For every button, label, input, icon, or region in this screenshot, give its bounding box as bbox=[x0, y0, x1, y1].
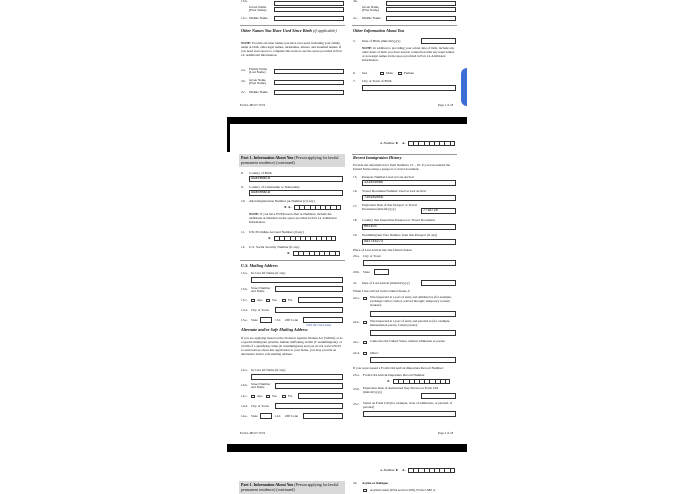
mailing-street-field[interactable] bbox=[275, 286, 343, 292]
row-11-num: 11. bbox=[241, 230, 246, 234]
a-number-prefix: A- bbox=[402, 468, 406, 472]
safe-mailing-heading: Alternate and/or Safe Mailing Address bbox=[241, 327, 308, 332]
row-14b-label: Street Number and Name bbox=[251, 382, 271, 390]
row-14c-num: 14.c. bbox=[241, 394, 248, 398]
row-20b-num: 20.b. bbox=[353, 270, 360, 274]
citizenship-field[interactable]: Guatemala bbox=[249, 190, 343, 196]
row-22d-label: Other: bbox=[370, 351, 379, 355]
admitted-as-field[interactable] bbox=[370, 311, 456, 317]
a-number-cells[interactable] bbox=[408, 468, 455, 473]
row-13f-label: ZIP Code bbox=[285, 318, 298, 322]
row-22c-num: 22.c. bbox=[353, 340, 360, 344]
no-admission-checkbox[interactable] bbox=[363, 341, 367, 345]
row-13d-label: City or Town bbox=[251, 308, 269, 312]
page-2-footer-form: Form I-485 07/15/19 bbox=[240, 431, 266, 435]
row-22d-num: 22.d. bbox=[353, 351, 360, 355]
row-14e-label: State bbox=[251, 414, 258, 418]
other-entry-field[interactable] bbox=[370, 357, 456, 363]
row-14a-label: In Care Of Name (if any) bbox=[251, 368, 286, 372]
a-number-prefix: A- bbox=[402, 141, 406, 145]
mailing-state-select[interactable] bbox=[260, 317, 272, 323]
row-15-label: Passport Number Used at Last Arrival bbox=[362, 175, 414, 179]
ste-checkbox[interactable] bbox=[266, 299, 270, 303]
row-23c-num: 23.c. bbox=[353, 402, 360, 406]
row-13b-num: 13.b. bbox=[241, 0, 248, 3]
safe-apt-label: Apt. bbox=[257, 394, 263, 398]
row-23a-arrow: ► bbox=[387, 379, 391, 383]
row-20a-label: City or Town bbox=[363, 254, 381, 258]
mailing-unit-field[interactable] bbox=[298, 297, 343, 303]
row-22b-label: Was inspected at a port of entry and paroled as (for example, humanitarian parole, Cuban parole): bbox=[370, 319, 451, 327]
row-2a-num: 2.a. bbox=[241, 68, 246, 72]
page-break-bar bbox=[227, 117, 467, 124]
part1-title: Part 1. Information About You (Person applying for lawful permanent residence) (continued) bbox=[241, 155, 339, 165]
mailing-care-of-field[interactable] bbox=[251, 277, 343, 283]
row-4c-label: Middle Name bbox=[362, 16, 381, 20]
dob-note: NOTE: In addition to providing your actual date of birth, include any other dates of birth you have used in connection with any legal names or non-legal names in the space provided in Part 14. Additional Information. bbox=[362, 46, 455, 62]
row-10-label: Alien Registration Number (A-Number) (if any) bbox=[249, 199, 315, 203]
mailing-heading: U.S. Mailing Address bbox=[241, 263, 278, 268]
row-11-arrow: ► bbox=[268, 236, 272, 240]
when-arrived-label: When I last arrived in the United States, I: bbox=[353, 289, 411, 293]
travel-document-field[interactable]: 730189858 bbox=[362, 195, 456, 201]
row-19-num: 19. bbox=[353, 233, 358, 237]
row-19-label: Nonimmigrant Visa Number from this Passport (if any) bbox=[362, 233, 438, 237]
passport-expiration-field[interactable]: 7/18/28 bbox=[421, 208, 456, 214]
row-10-num: 10. bbox=[241, 199, 246, 203]
row-9-num: 9. bbox=[241, 185, 244, 189]
row-11-label: USCIS Online Account Number (if any) bbox=[249, 230, 304, 234]
safe-flr-checkbox[interactable] bbox=[282, 395, 286, 399]
sex-male-label: Male bbox=[386, 71, 393, 75]
paroled-as-field[interactable] bbox=[370, 330, 456, 336]
row-2c-label: Middle Name bbox=[249, 90, 268, 94]
given-name-field-2[interactable] bbox=[274, 7, 344, 12]
given-name-field-right[interactable] bbox=[386, 1, 456, 6]
admitted-checkbox[interactable] bbox=[363, 297, 367, 301]
row-14a-num: 14.a. bbox=[241, 368, 248, 372]
page-2-footer-page: Page 2 of 18 bbox=[438, 431, 454, 435]
i94-number-cells[interactable] bbox=[393, 379, 450, 384]
row-14d-label: City or Town bbox=[251, 404, 269, 408]
row-13e-label: State bbox=[251, 318, 258, 322]
safe-mailing-text: If you are applying based on the Violence Against Women Act (VAWA) or as a special immigrant juvenile, human trafficking victim (T nonimmigrant), or victim of a qualifying crime (U nonimmigrant) and you do not want USCIS to send notices about this application to your home, you may provide an alternative and/or safe mailing address. bbox=[241, 336, 343, 356]
alien-number-cells[interactable] bbox=[294, 205, 341, 210]
other-info-heading: Other Information About You bbox=[353, 28, 405, 33]
paroled-checkbox[interactable] bbox=[363, 321, 367, 325]
arrival-date-field[interactable] bbox=[421, 280, 456, 286]
apt-checkbox[interactable] bbox=[251, 299, 255, 303]
arrival-city-field[interactable] bbox=[363, 260, 456, 266]
row-6-num: 6. bbox=[353, 71, 356, 75]
given-name-field-right-2[interactable] bbox=[386, 7, 456, 12]
safe-ste-checkbox[interactable] bbox=[266, 395, 270, 399]
row-13b-label: Street Number and Name bbox=[251, 286, 271, 294]
row-14f-num: 14.f. bbox=[275, 414, 282, 418]
arrival-state-select[interactable] bbox=[374, 269, 389, 275]
ssn-cells[interactable] bbox=[293, 251, 340, 256]
sex-male-checkbox[interactable] bbox=[380, 72, 384, 76]
row-13b-label: Given Name (First Name) bbox=[249, 5, 267, 13]
sex-female-checkbox[interactable] bbox=[398, 72, 402, 76]
safe-street-field[interactable] bbox=[275, 383, 343, 389]
other-given-name-field[interactable] bbox=[274, 80, 344, 85]
row-13a-label: In Care Of Name (if any) bbox=[251, 271, 286, 275]
mailing-city-field[interactable] bbox=[275, 307, 343, 313]
safe-flr-label: Flr. bbox=[288, 394, 293, 398]
row-21-label: Date of Last Arrival (mm/dd/yyyy) bbox=[362, 281, 410, 285]
a-number-label: A-Number ► bbox=[380, 141, 399, 145]
page-1-footer-page: Page 1 of 18 bbox=[438, 103, 454, 107]
safe-care-of-field[interactable] bbox=[251, 374, 343, 380]
row-13c-num: 13.c. bbox=[241, 298, 248, 302]
row-22b-num: 22.b. bbox=[353, 320, 360, 324]
row-22c-label: Came into the United States without admission or parole. bbox=[370, 339, 446, 343]
safe-unit-field[interactable] bbox=[298, 393, 343, 399]
row-15-num: 15. bbox=[353, 175, 358, 179]
row-2c-num: 2.c. bbox=[241, 90, 246, 94]
i94-intro: If you were issued a Form I-94 Arrival-Departure Record Number: bbox=[353, 366, 444, 370]
divider bbox=[240, 260, 345, 261]
row-12-num: 12. bbox=[241, 245, 246, 249]
row-10-note: NOTE: If you have EVER used other A-Numbers, include the additional A-Numbers in the space provided in Part 14. Additional Information. bbox=[249, 212, 337, 224]
row-13c-num: 13.c. bbox=[241, 16, 248, 20]
row-23c-label: Status on Form I-94 (for example, class of admission, or paroled, if paroled) bbox=[363, 401, 452, 409]
flr-label: Flr. bbox=[288, 298, 293, 302]
flr-checkbox[interactable] bbox=[282, 299, 286, 303]
row-13a-num: 13.a. bbox=[241, 271, 248, 275]
row-12-label: U.S. Social Security Number (if any) bbox=[249, 245, 300, 249]
city-of-birth-field[interactable] bbox=[362, 85, 456, 91]
safe-ste-label: Ste. bbox=[272, 394, 278, 398]
date-of-birth-field[interactable] bbox=[421, 38, 456, 44]
row-24-label: Asylee or Refugee bbox=[362, 481, 388, 485]
mailing-zip-field[interactable] bbox=[303, 317, 343, 323]
row-16-label: Travel Document Number Used at Last Arrival bbox=[362, 189, 426, 193]
middle-name-field[interactable] bbox=[274, 16, 344, 21]
uscis-account-cells[interactable] bbox=[274, 236, 336, 241]
other-names-heading: Other Names You Have Used Since Birth (if applicable) bbox=[241, 28, 337, 33]
row-2b-label: Given Name (First Name) bbox=[249, 78, 266, 86]
row-21-num: 21. bbox=[353, 281, 358, 285]
given-name-field[interactable] bbox=[274, 1, 344, 6]
safe-zip-field[interactable] bbox=[303, 413, 343, 419]
visa-number-field[interactable]: 882746274 bbox=[362, 239, 456, 245]
row-8-label: Country of Birth bbox=[249, 171, 272, 175]
authorized-stay-field[interactable] bbox=[421, 393, 456, 399]
page-edge bbox=[227, 117, 230, 152]
row-7-num: 7. bbox=[353, 79, 356, 83]
page-1-footer-form: Form I-485 07/15/19 bbox=[240, 103, 266, 107]
row-13d-num: 13.d. bbox=[241, 308, 248, 312]
row-14b-num: 14.b. bbox=[241, 383, 248, 387]
row-18-num: 18. bbox=[353, 218, 358, 222]
row-5-num: 5. bbox=[353, 39, 356, 43]
row-4b-label: Given Name (First Name) bbox=[362, 5, 379, 13]
row-14f-label: ZIP Code bbox=[285, 414, 298, 418]
row-13f-num: 13.f. bbox=[275, 318, 282, 322]
middle-name-field-right[interactable] bbox=[386, 16, 456, 21]
row-10-a-prefix: ► A- bbox=[284, 205, 292, 209]
row-9-label: Country of Citizenship or Nationality bbox=[249, 185, 300, 189]
row-17-num: 17. bbox=[353, 204, 358, 208]
a-number-cells[interactable] bbox=[408, 141, 455, 146]
other-family-name-field[interactable] bbox=[274, 69, 344, 74]
divider bbox=[352, 25, 457, 26]
row-5-label: Date of Birth (mm/dd/yyyy) bbox=[362, 39, 401, 43]
row-23b-label: Expiration Date of Authorized Stay Shown on Form I-94 (mm/dd/yyyy) bbox=[363, 386, 439, 394]
row-22a-num: 22.a. bbox=[353, 296, 360, 300]
passport-number-field[interactable]: 123456089 bbox=[362, 180, 456, 186]
safe-city-field[interactable] bbox=[275, 403, 343, 409]
page-break-bar bbox=[227, 444, 467, 452]
safe-apt-checkbox[interactable] bbox=[251, 395, 255, 399]
row-8-num: 8. bbox=[241, 171, 244, 175]
place-of-arrival-label: Place of Last Arrival into the United States: bbox=[353, 248, 413, 252]
row-4c-num: 4.c. bbox=[353, 16, 358, 20]
row-18-label: Country that Issued this Passport or Travel Document bbox=[362, 218, 435, 222]
i94-status-field[interactable] bbox=[363, 411, 456, 417]
divider bbox=[240, 25, 345, 26]
side-scroll-tab[interactable] bbox=[461, 68, 467, 106]
row-13c-label: Middle Name bbox=[249, 16, 268, 20]
part1-title: Part 1. Information About You (Person applying for lawful permanent residence) (continued) bbox=[241, 482, 339, 492]
row-6-label: Sex bbox=[362, 71, 368, 75]
row-24-num: 24. bbox=[353, 481, 358, 485]
ste-label: Ste. bbox=[272, 298, 278, 302]
row-4b-num: 4.b. bbox=[353, 0, 359, 3]
row-2a-label: Family Name (Last Name) bbox=[249, 67, 268, 75]
row-22a-label: Was inspected at a port of entry and admitted as (for example, exchange visitor; visitor, waived through; temporary worker; student): bbox=[370, 295, 452, 307]
other-checkbox[interactable] bbox=[363, 352, 367, 356]
row-14e-num: 14.e. bbox=[241, 414, 248, 418]
row-13b-num: 13.b. bbox=[241, 287, 248, 291]
country-of-birth-field[interactable]: Guatemala bbox=[249, 176, 343, 182]
row-17-label: Expiration Date of this Passport or Travel Document (mm/dd/yyyy) bbox=[362, 203, 417, 211]
other-names-note: NOTE: Provide all other names you have ever used, including your family name at birth, other legal names, nicknames, aliases, and assumed names. If you need extra space to complete this section, use the space provided in Part 14. Additional Information. bbox=[241, 41, 342, 57]
row-12-arrow: ► bbox=[287, 251, 291, 255]
row-2b-num: 2.b. bbox=[241, 79, 247, 83]
apt-label: Apt. bbox=[257, 298, 263, 302]
row-13e-num: 13.e. bbox=[241, 318, 248, 322]
a-number-label: A-Number ► bbox=[380, 468, 399, 472]
row-14d-num: 14.d. bbox=[241, 404, 248, 408]
asylum-status-checkbox[interactable] bbox=[363, 489, 367, 493]
row-20b-label: State bbox=[363, 270, 370, 274]
recent-intro: Provide the information for Item Numbers 15. - 19. if you last entered the United States using a passport or travel document. bbox=[353, 163, 451, 171]
row-16-num: 16. bbox=[353, 189, 358, 193]
other-middle-name-field[interactable] bbox=[274, 90, 344, 95]
zip-lookup-link[interactable]: USPS ZIP Code Lookup bbox=[306, 324, 332, 327]
row-23a-num: 23.a. bbox=[353, 373, 360, 377]
recent-immigration-heading: Recent Immigration History bbox=[353, 155, 402, 160]
safe-state-select[interactable] bbox=[260, 413, 272, 419]
row-20a-num: 20.a. bbox=[353, 254, 360, 258]
sex-female-label: Female bbox=[404, 71, 414, 75]
asylum-status-label: Asylum status (INA section 208), Form I-589 or bbox=[370, 488, 436, 492]
issuing-country-field[interactable]: Mexico bbox=[362, 224, 456, 230]
row-23b-num: 23.b. bbox=[353, 387, 360, 391]
row-23a-label: Form I-94 Arrival-Departure Record Number bbox=[363, 373, 425, 377]
row-7-label: City or Town of Birth bbox=[362, 79, 392, 83]
